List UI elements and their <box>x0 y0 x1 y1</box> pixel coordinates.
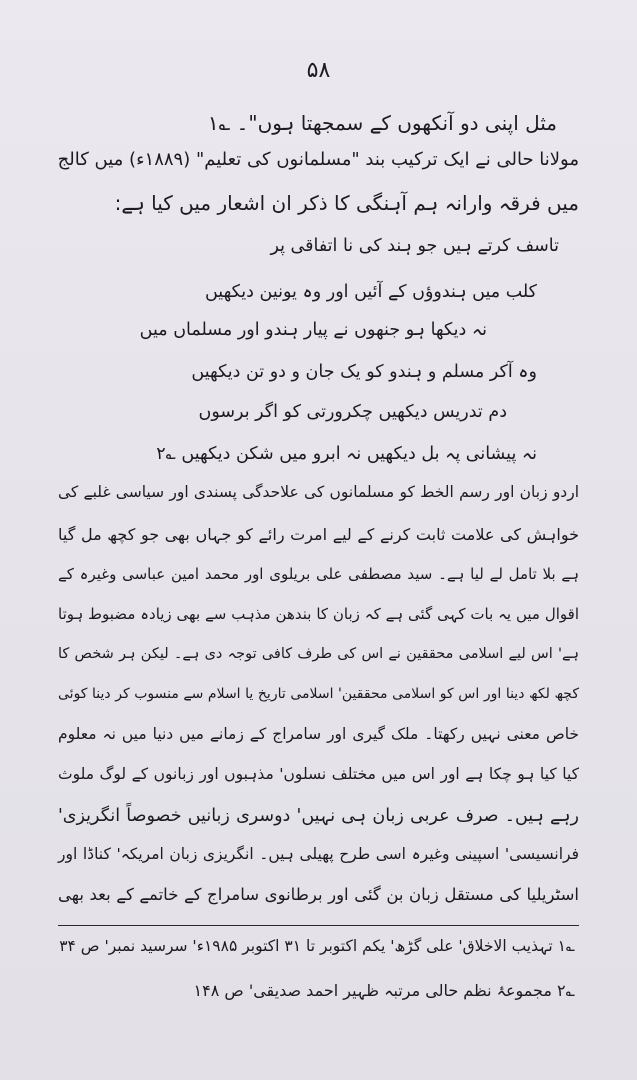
body-line-9: کچھ لکھ دینا اور اس کو اسلامی محققین' اسلامی تاریخ یا اسلام سے منسوب کر دینا کوئی <box>58 686 579 702</box>
body-line-4: اردو زبان اور رسم الخط کو مسلمانوں کی علاحدگی پسندی اور سیاسی غلبے کی <box>58 483 579 501</box>
body-line-14: اسٹریلیا کی مستقل زبان بن گئی اور برطانوی سامراج کے خاتمے کے بعد بھی <box>58 885 579 904</box>
body-line-12: رہے ہیں۔ صرف عربی زبان ہی نہیں' دوسری زبانیں خصوصاً انگریزی' <box>58 806 579 826</box>
body-line-3: میں فرقہ وارانہ ہم آہنگی کا ذکر ان اشعار میں کیا ہے: <box>114 191 579 215</box>
body-line-10: خاص معنی نہیں رکھتا۔ ملک گیری اور سامراج کے زمانے میں دنیا میں نہ معلوم <box>58 725 579 743</box>
footnote-divider <box>58 925 579 926</box>
verse-line-5: دم تدریس دیکھیں چکرورتی کو اگر برسوں <box>198 402 507 422</box>
body-line-8: ہے' اس لیے اسلامی محققین نے اس کی طرف کافی توجہ دی ہے۔ لیکن ہر شخص کا <box>58 646 579 662</box>
body-line-6: ہے بلا تامل لے لیا ہے۔ سید مصطفی علی بریلوی اور محمد امین عباسی وغیرہ کے <box>58 565 579 583</box>
verse-line-1: تاسف کرتے ہیں جو ہند کی نا اتفاقی پر <box>270 236 559 256</box>
verse-line-4: وہ آکر مسلم و ہندو کو یک جان و دو تن دیکھیں <box>191 362 537 382</box>
footnote-1: ؎۱ تہذیب الاخلاق' علی گڑھ' یکم اکتوبر تا ۳۱ اکتوبر ۱۹۸۵ء' سرسید نمبر' ص ۳۴ <box>59 937 575 955</box>
body-line-11: کیا کیا ہو چکا ہے اور اس میں مختلف نسلوں' مذہبوں اور زبانوں کے لوگ ملوث <box>58 765 579 783</box>
page-number: ۵۸ <box>306 58 331 83</box>
verse-line-2: کلب میں ہندوؤں کے آئیں اور وہ یونین دیکھیں <box>204 282 537 302</box>
body-line-2: مولانا حالی نے ایک ترکیب بند "مسلمانوں کی تعلیم" (۱۸۸۹ء) میں کالج <box>57 149 579 170</box>
body-line-13: فرانسیسی' اسپینی وغیرہ اسی طرح پھیلی ہیں۔ انگریزی زبان امریکہ' کناڈا اور <box>58 845 579 863</box>
verse-line-3: نہ دیکھا ہو جنھوں نے پیار ہندو اور مسلماں میں <box>139 320 487 340</box>
footnote-2: ؎۲ مجموعۂ نظم حالی مرتبہ ظہیر احمد صدیقی' ص ۱۴۸ <box>193 981 575 1000</box>
body-line-5: خواہش کی علامت ثابت کرنے کے لیے امرت رائے کو جہاں بھی جو کچھ مل گیا <box>58 525 579 544</box>
body-line-7: اقوال میں یہ بات کہی گئی ہے کہ زبان کا بندھن مذہب سے بھی زیادہ مضبوط ہوتا <box>58 605 579 623</box>
body-line-1: مثل اپنی دو آنکھوں کے سمجھتا ہوں"۔ ؎۱ <box>207 111 557 135</box>
verse-line-6: نہ پیشانی پہ بل دیکھیں نہ ابرو میں شکن دیکھیں ؎۲ <box>156 444 537 464</box>
